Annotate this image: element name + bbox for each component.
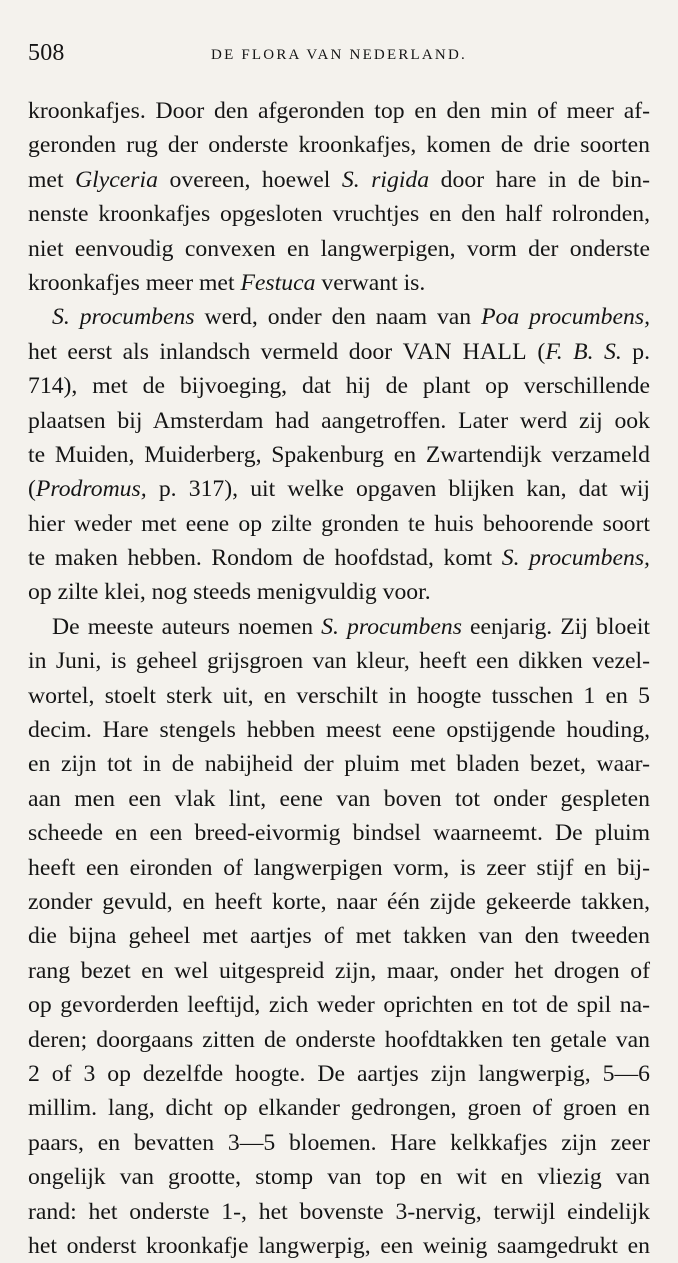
text-line: [28, 747, 650, 781]
text-line: [28, 919, 650, 953]
text-fragment: eenjarig. Zij bloeit: [461, 613, 650, 640]
text-fragment: wortel, stoelt sterk uit, en verschilt in hoogte tusschen 1 en 5: [28, 682, 650, 709]
text-line: [28, 266, 650, 300]
text-fragment: werd, onder den naam van: [194, 304, 482, 331]
italic-term: S. procumbens: [321, 613, 462, 640]
text-fragment: hier weder met eene op zilte gronden te huis behoorende soort: [28, 510, 650, 537]
text-line: [28, 163, 650, 197]
text-fragment: paars, en bevatten 3—5 bloemen. Hare kelkkafjes zijn zeer: [28, 1129, 650, 1156]
italic-term: Prodromus,: [35, 476, 147, 503]
text-fragment: rand: het onderste 1-, het bovenste 3-nervig, terwijl eindelijk: [28, 1198, 650, 1225]
text-fragment: scheede en een breed-eivormig bindsel waarneemt. De pluim: [28, 820, 650, 847]
text-line: [28, 885, 650, 919]
text-fragment: De meeste auteurs noemen: [52, 613, 322, 640]
page-number: 508: [28, 40, 65, 66]
text-fragment: verwant is.: [315, 269, 426, 296]
text-line: [28, 438, 650, 472]
text-fragment: niet eenvoudig convexen en langwerpigen, vorm der onderste: [28, 235, 650, 262]
text-fragment: kroonkafjes meer met: [28, 269, 241, 296]
text-line: [28, 404, 650, 438]
text-fragment: door hare in de bin-: [429, 166, 650, 193]
text-fragment: (: [526, 338, 546, 365]
text-fragment: op zilte klei, nog steeds menigvuldig voor.: [28, 579, 431, 606]
text-line: [28, 575, 650, 609]
text-line: [28, 197, 650, 231]
text-line: [28, 507, 650, 541]
text-line: [28, 232, 650, 266]
italic-term: Glyceria: [75, 166, 158, 193]
text-fragment: heeft een eironden of langwerpigen vorm, is zeer stijf en bij-: [28, 854, 650, 881]
text-fragment: die bijna geheel met aartjes of met takken van den tweeden: [28, 923, 650, 950]
text-line: [28, 988, 650, 1022]
text-fragment: deren; doorgaans zitten de onderste hoofdtakken ten getale van: [28, 1026, 650, 1053]
text-fragment: millim. lang, dicht op elkander gedrongen, groen of groen en: [28, 1095, 650, 1122]
text-fragment: decim. Hare stengels hebben meest eene opstijgende houding,: [28, 717, 650, 744]
text-fragment: kroonkafjes. Door den afgeronden top en den min of meer af-: [28, 98, 650, 124]
text-fragment: te maken hebben. Rondom de hoofdstad, komt: [28, 545, 502, 572]
text-line: [28, 94, 650, 128]
running-head: [28, 36, 650, 66]
text-line: [28, 1195, 650, 1229]
text-fragment: p. 317), uit welke opgaven blijken kan, dat wij: [146, 476, 650, 503]
text-line: [28, 851, 650, 885]
author-name: VAN HALL: [402, 338, 527, 365]
running-title: DE FLORA VAN NEDERLAND.: [211, 47, 467, 63]
text-line: [28, 1126, 650, 1160]
text-fragment: 2 of 3 op dezelfde hoogte. De aartjes zijn langwerpig, 5—6: [28, 1060, 650, 1087]
text-line: [28, 644, 650, 678]
italic-term: S. procumbens,: [501, 545, 650, 572]
body-text: [28, 94, 650, 1263]
italic-term: Poa procumbens,: [481, 304, 650, 331]
text-fragment: 714), met de bijvoeging, dat hij de plant op verschillende: [28, 373, 650, 400]
text-fragment: in Juni, is geheel grijsgroen van kleur, heeft een dikken vezel-: [28, 648, 650, 675]
text-line: [28, 1229, 650, 1263]
text-line: [28, 610, 650, 644]
text-fragment: (: [28, 476, 36, 503]
text-fragment: plaatsen bij Amsterdam had aangetroffen. Later werd zij ook: [28, 407, 650, 434]
text-fragment: het onderst kroonkafje langwerpig, een weinig saamgedrukt en: [28, 1232, 650, 1259]
text-line: [28, 679, 650, 713]
text-line: [28, 816, 650, 850]
text-fragment: overeen, hoewel: [157, 166, 342, 193]
text-fragment: rang bezet en wel uitgespreid zijn, maar, onder het drogen of: [28, 957, 650, 984]
text-fragment: zonder gevuld, en heeft korte, naar één zijde gekeerde takken,: [28, 888, 650, 915]
text-line: [28, 541, 650, 575]
text-line: [28, 1091, 650, 1125]
text-fragment: nenste kroonkafjes opgesloten vruchtjes en den half rolronden,: [28, 201, 650, 228]
text-fragment: op gevorderden leeftijd, zich weder oprichten en tot de spil na-: [28, 992, 650, 1019]
italic-term: S. procumbens: [52, 304, 195, 331]
text-fragment: aan men een vlak lint, eene van boven tot onder gespleten: [28, 785, 650, 812]
text-fragment: en zijn tot in de nabijheid der pluim met bladen bezet, waar-: [28, 751, 650, 778]
text-line: [28, 1057, 650, 1091]
italic-term: S. rigida: [341, 166, 430, 193]
italic-term: Festuca: [240, 269, 316, 296]
text-line: [28, 300, 650, 334]
text-line: [28, 369, 650, 403]
text-fragment: te Muiden, Muiderberg, Spakenburg en Zwartendijk verzameld: [28, 441, 650, 468]
text-fragment: ongelijk van grootte, stomp van top en wit en vliezig van: [28, 1164, 650, 1191]
text-line: [28, 472, 650, 506]
text-line: [28, 954, 650, 988]
text-line: [28, 713, 650, 747]
text-fragment: het eerst als inlandsch vermeld door: [28, 338, 403, 365]
text-line: [28, 335, 650, 369]
text-line: [28, 128, 650, 162]
text-fragment: p.: [621, 338, 651, 365]
text-line: [28, 1023, 650, 1057]
italic-term: F. B. S.: [545, 338, 622, 365]
text-line: [28, 1160, 650, 1194]
text-fragment: met: [28, 166, 76, 193]
text-fragment: geronden rug der onderste kroonkafjes, komen de drie soorten: [28, 132, 650, 159]
text-line: [28, 782, 650, 816]
